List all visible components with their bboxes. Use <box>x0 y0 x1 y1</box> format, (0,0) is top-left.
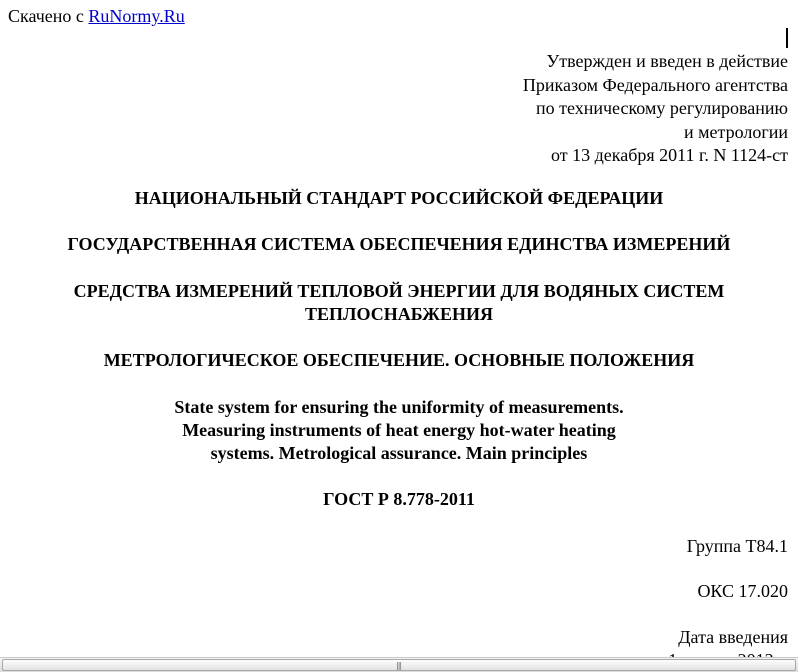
english-title-line: State system for ensuring the uniformity of measurements. <box>174 397 624 417</box>
document-subtitle: МЕТРОЛОГИЧЕСКОЕ ОБЕСПЕЧЕНИЕ. ОСНОВНЫЕ ПОЛОЖЕНИЯ <box>103 350 695 370</box>
english-title <box>0 396 798 465</box>
text-cursor <box>786 28 788 48</box>
oks-code: ОКС 17.020 <box>697 581 788 601</box>
document-title <box>0 280 798 326</box>
state-system-heading: ГОСУДАРСТВЕННАЯ СИСТЕМА ОБЕСПЕЧЕНИЯ ЕДИНСТВА ИЗМЕРЕНИЙ <box>67 234 731 254</box>
source-line <box>8 5 185 27</box>
effective-date-label: Дата введения <box>678 627 788 647</box>
scrollbar-thumb[interactable] <box>2 659 796 671</box>
group-code: Группа Т84.1 <box>686 536 788 556</box>
runormy-link[interactable]: RuNormy.Ru <box>88 6 185 26</box>
source-prefix: Скачено с <box>8 6 84 26</box>
approval-block <box>523 50 788 168</box>
english-title-line: Measuring instruments of heat energy hot-water heating <box>182 420 616 440</box>
national-standard-heading: НАЦИОНАЛЬНЫЙ СТАНДАРТ РОССИЙСКОЙ ФЕДЕРАЦИИ <box>134 188 664 208</box>
english-title-line: systems. Metrological assurance. Main principles <box>210 443 588 463</box>
document-title-line: ТЕПЛОСНАБЖЕНИЯ <box>305 304 493 324</box>
approval-line: от 13 декабря 2011 г. N 1124-ст <box>550 145 788 165</box>
standard-number: ГОСТ Р 8.778-2011 <box>323 489 475 509</box>
grip-icon: ||| <box>396 661 402 670</box>
approval-line: и метрологии <box>684 121 788 142</box>
approval-line: Приказом Федерального агентства <box>522 74 788 95</box>
document-title-line: СРЕДСТВА ИЗМЕРЕНИЙ ТЕПЛОВОЙ ЭНЕРГИИ ДЛЯ ВОДЯНЫХ СИСТЕМ <box>73 281 725 301</box>
approval-line: по техническому регулированию <box>535 98 788 118</box>
horizontal-scrollbar[interactable] <box>0 657 798 672</box>
approval-line: Утвержден и введен в действие <box>546 51 788 71</box>
